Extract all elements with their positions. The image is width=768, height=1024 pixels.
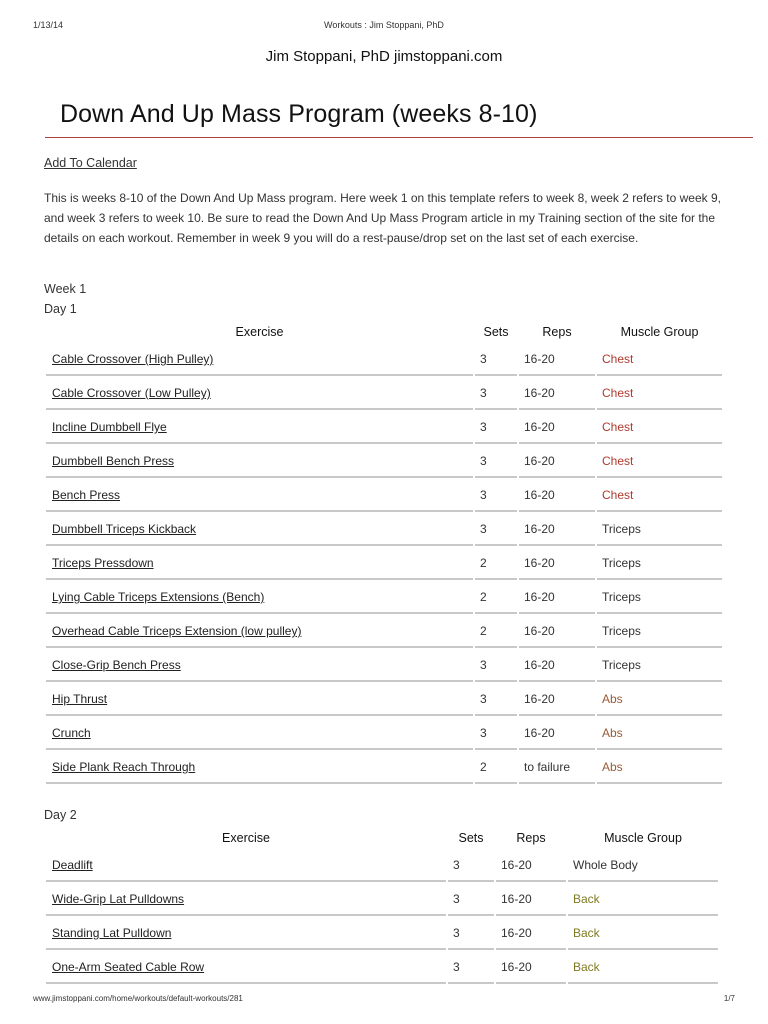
reps-cell: 16-20 — [496, 850, 566, 882]
exercise-table-day-2 — [44, 826, 720, 986]
sets-cell: 3 — [475, 718, 517, 750]
sets-cell: 2 — [475, 548, 517, 580]
exercise-link[interactable]: Dumbbell Triceps Kickback — [46, 514, 473, 546]
table-row — [46, 718, 722, 750]
table-row — [46, 412, 722, 444]
table-row — [46, 684, 722, 716]
reps-cell: 16-20 — [496, 918, 566, 950]
table-row — [46, 850, 718, 882]
exercise-link[interactable]: Deadlift — [46, 850, 446, 882]
reps-cell: 16-20 — [519, 480, 595, 512]
reps-cell: 16-20 — [519, 650, 595, 682]
sets-cell: 3 — [475, 480, 517, 512]
table-row — [46, 884, 718, 916]
reps-cell: 16-20 — [496, 952, 566, 984]
reps-cell: 16-20 — [496, 884, 566, 916]
site-header: Jim Stoppani, PhD jimstoppani.com — [265, 48, 503, 65]
sets-cell: 3 — [475, 514, 517, 546]
day-label: Day 1 — [44, 302, 77, 316]
exercise-link[interactable]: Cable Crossover (High Pulley) — [46, 344, 473, 376]
sets-cell: 2 — [475, 582, 517, 614]
reps-cell: 16-20 — [519, 446, 595, 478]
muscle-group-cell: Chest — [597, 378, 722, 410]
table-row — [46, 752, 722, 784]
exercise-link[interactable]: Wide-Grip Lat Pulldowns — [46, 884, 446, 916]
sets-cell: 3 — [475, 378, 517, 410]
sets-cell: 3 — [448, 850, 494, 882]
add-to-calendar-link[interactable]: Add To Calendar — [44, 156, 137, 170]
exercise-link[interactable]: Cable Crossover (Low Pulley) — [46, 378, 473, 410]
muscle-group-cell: Chest — [597, 412, 722, 444]
column-header-reps: Reps — [542, 325, 572, 339]
reps-cell: 16-20 — [519, 412, 595, 444]
muscle-group-cell: Triceps — [597, 514, 722, 546]
sets-cell: 3 — [475, 344, 517, 376]
program-description: This is weeks 8-10 of the Down And Up Mass program. Here week 1 on this template refers to week 8, week 2 refers to week 9, and week 3 refers to week 10. Be sure to read the Down And Up Mass Program article in my Training section of the site for the details on each workout. Remember in week 9 you will do a rest-pause/drop set on the last set of each exercise. — [44, 191, 721, 245]
column-header-muscle-group: Muscle Group — [620, 325, 699, 339]
sets-cell: 3 — [448, 918, 494, 950]
muscle-group-cell: Back — [568, 884, 718, 916]
print-url: www.jimstoppani.com/home/workouts/default-workouts/281 — [33, 994, 243, 1003]
week-label: Week 1 — [44, 282, 87, 296]
exercise-link[interactable]: Incline Dumbbell Flye — [46, 412, 473, 444]
table-row — [46, 480, 722, 512]
reps-cell: 16-20 — [519, 548, 595, 580]
muscle-group-cell: Whole Body — [568, 850, 718, 882]
muscle-group-cell: Chest — [597, 446, 722, 478]
sets-cell: 3 — [475, 684, 517, 716]
column-header-muscle-group: Muscle Group — [604, 831, 682, 845]
print-page-title: Workouts : Jim Stoppani, PhD — [324, 20, 444, 30]
column-header-sets: Sets — [458, 831, 484, 845]
muscle-group-cell: Abs — [597, 718, 722, 750]
muscle-group-cell: Triceps — [597, 582, 722, 614]
reps-cell: to failure — [519, 752, 595, 784]
print-page-number: 1/7 — [723, 994, 735, 1003]
sets-cell: 2 — [475, 616, 517, 648]
table-row — [46, 918, 718, 950]
muscle-group-cell: Back — [568, 952, 718, 984]
muscle-group-cell: Back — [568, 918, 718, 950]
muscle-group-cell: Triceps — [597, 616, 722, 648]
reps-cell: 16-20 — [519, 514, 595, 546]
table-row — [46, 616, 722, 648]
reps-cell: 16-20 — [519, 718, 595, 750]
exercise-link[interactable]: Triceps Pressdown — [46, 548, 473, 580]
page-title: Down And Up Mass Program (weeks 8-10) — [60, 100, 538, 128]
sets-cell: 3 — [475, 412, 517, 444]
column-header-sets: Sets — [483, 325, 509, 339]
muscle-group-cell: Chest — [597, 344, 722, 376]
exercise-link[interactable]: Dumbbell Bench Press — [46, 446, 473, 478]
print-date: 1/13/14 — [33, 20, 64, 30]
sets-cell: 2 — [475, 752, 517, 784]
sets-cell: 3 — [475, 446, 517, 478]
exercise-link[interactable]: One-Arm Seated Cable Row — [46, 952, 446, 984]
exercise-link[interactable]: Close-Grip Bench Press — [46, 650, 473, 682]
reps-cell: 16-20 — [519, 582, 595, 614]
sets-cell: 3 — [448, 952, 494, 984]
column-header-reps: Reps — [516, 831, 546, 845]
reps-cell: 16-20 — [519, 616, 595, 648]
reps-cell: 16-20 — [519, 378, 595, 410]
exercise-link[interactable]: Hip Thrust — [46, 684, 473, 716]
table-row — [46, 548, 722, 580]
sets-cell: 3 — [448, 884, 494, 916]
table-row — [46, 446, 722, 478]
day-label: Day 2 — [44, 808, 77, 822]
exercise-link[interactable]: Lying Cable Triceps Extensions (Bench) — [46, 582, 473, 614]
muscle-group-cell: Abs — [597, 684, 722, 716]
muscle-group-cell: Triceps — [597, 650, 722, 682]
column-header-exercise: Exercise — [222, 831, 270, 845]
table-row — [46, 514, 722, 546]
table-row — [46, 952, 718, 984]
print-header — [0, 20, 768, 32]
exercise-link[interactable]: Crunch — [46, 718, 473, 750]
table-row — [46, 582, 722, 614]
table-header-row — [46, 828, 718, 848]
title-divider — [45, 137, 753, 138]
muscle-group-cell: Chest — [597, 480, 722, 512]
column-header-exercise: Exercise — [235, 325, 284, 339]
exercise-link[interactable]: Bench Press — [46, 480, 473, 512]
table-row — [46, 344, 722, 376]
reps-cell: 16-20 — [519, 684, 595, 716]
exercise-link[interactable]: Standing Lat Pulldown — [46, 918, 446, 950]
sets-cell: 3 — [475, 650, 517, 682]
exercise-table-day-1 — [44, 320, 724, 786]
exercise-link[interactable]: Side Plank Reach Through — [46, 752, 473, 784]
muscle-group-cell: Abs — [597, 752, 722, 784]
reps-cell: 16-20 — [519, 344, 595, 376]
exercise-link[interactable]: Overhead Cable Triceps Extension (low pulley) — [46, 616, 473, 648]
muscle-group-cell: Triceps — [597, 548, 722, 580]
table-header-row — [46, 322, 722, 342]
table-row — [46, 378, 722, 410]
table-row — [46, 650, 722, 682]
